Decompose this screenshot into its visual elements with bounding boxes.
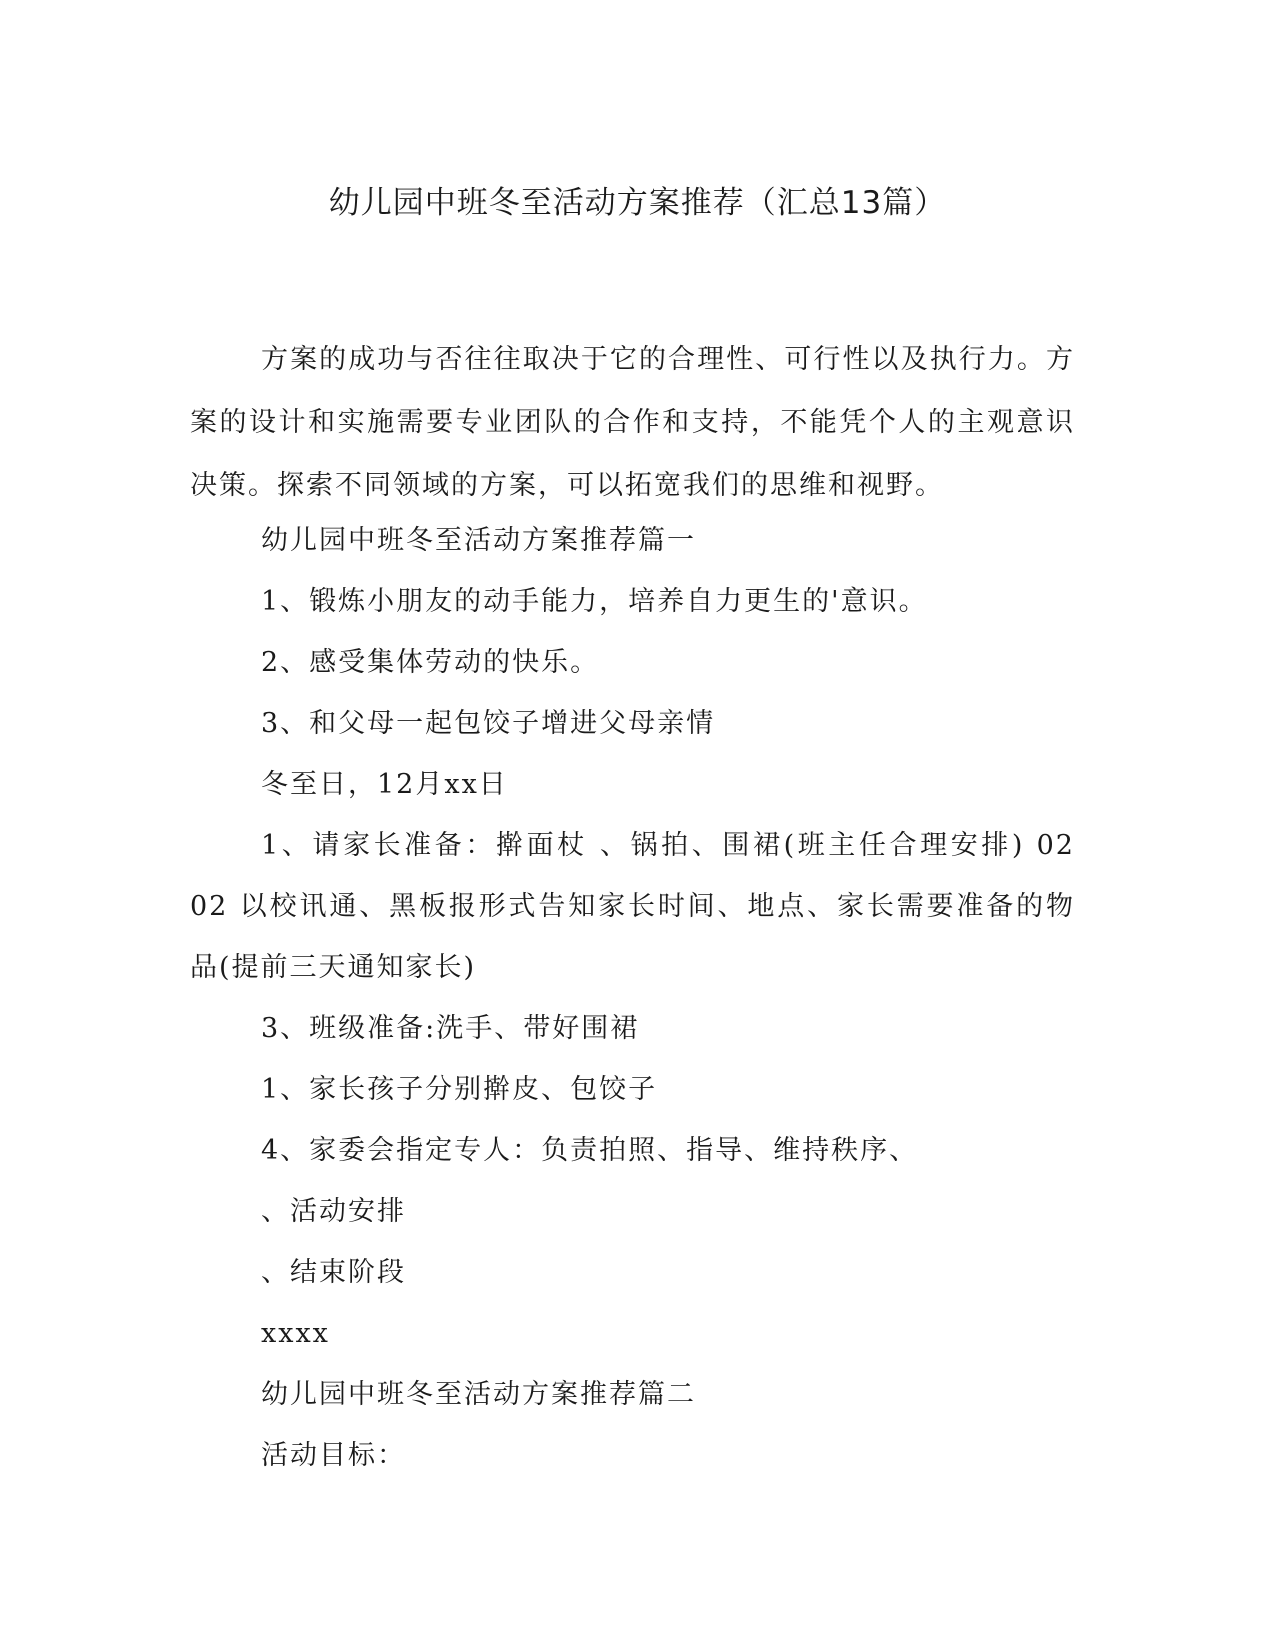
section-heading-2: 幼儿园中班冬至活动方案推荐篇二	[261, 1379, 696, 1410]
section-heading-1: 幼儿园中班冬至活动方案推荐篇一	[261, 525, 696, 556]
activity-date: 冬至日，12月xx日	[261, 769, 508, 800]
goal-item-2: 2、感受集体劳动的快乐。	[261, 647, 600, 678]
process-item-dumplings: 1、家长孩子分别擀皮、包饺子	[261, 1074, 658, 1105]
goal-item-1: 1、锻炼小朋友的动手能力，培养自力更生的'意识。	[261, 586, 928, 617]
prep-item-class: 3、班级准备:洗手、带好围裙	[261, 1013, 640, 1044]
document-title: 幼儿园中班冬至活动方案推荐（汇总13篇）	[328, 185, 947, 221]
signature-placeholder: xxxx	[261, 1318, 330, 1349]
prep-item-parents: 1、请家长准备：擀面杖 、锅拍、围裙(班主任合理安排) 02 02 以校讯通、黑板报形式告知家长时间、地点、家长需要准备的物品(提前三天通知家长)	[190, 830, 1075, 983]
intro-paragraph: 方案的成功与否往往取决于它的合理性、可行性以及执行力。方案的设计和实施需要专业团队的合作和支持，不能凭个人的主观意识决策。探索不同领域的方案，可以拓宽我们的思维和视野。	[190, 344, 1075, 501]
activity-arrangement: 、活动安排	[261, 1196, 406, 1227]
document-body	[190, 510, 1075, 1486]
activity-goals-label: 活动目标：	[261, 1440, 406, 1471]
ending-stage: 、结束阶段	[261, 1257, 406, 1288]
goal-item-3: 3、和父母一起包饺子增进父母亲情	[261, 708, 716, 739]
process-item-committee: 4、家委会指定专人：负责拍照、指导、维持秩序、	[261, 1135, 919, 1166]
